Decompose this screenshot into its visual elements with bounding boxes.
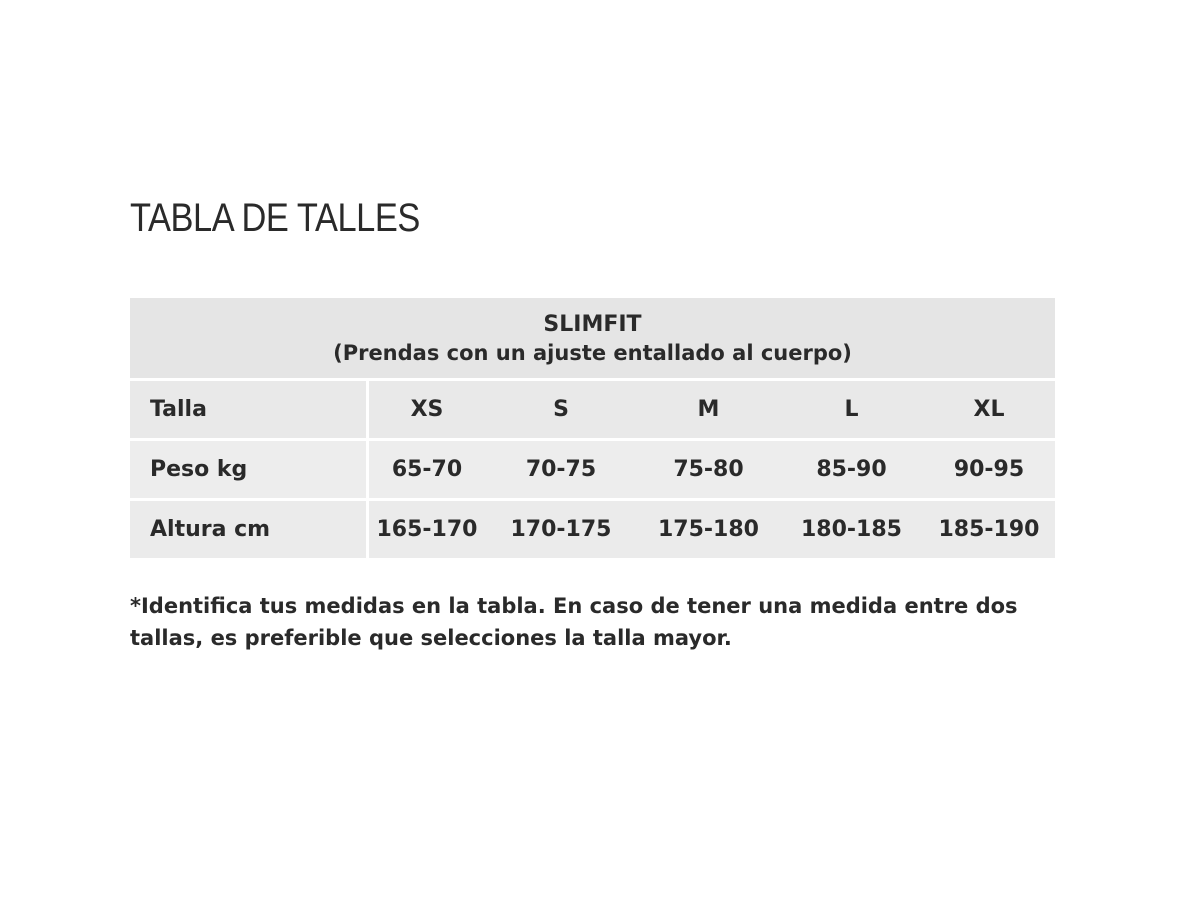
table-row-weight (130, 441, 1055, 498)
weight-cell: 65-70 (369, 441, 485, 498)
table-header (130, 298, 1055, 378)
height-cell: 170-175 (485, 501, 637, 558)
table-row-size (130, 381, 1055, 438)
page-title: TABLA DE TALLES (130, 196, 420, 240)
table-row-height (130, 501, 1055, 558)
size-cell: L (780, 381, 923, 438)
size-cell: S (485, 381, 637, 438)
weight-cell: 70-75 (485, 441, 637, 498)
footnote: *Identifica tus medidas en la tabla. En caso de tener una medida entre dos tallas, es preferible que selecciones la talla mayor. (130, 594, 1018, 650)
height-cell: 175-180 (637, 501, 780, 558)
weight-cell: 90-95 (923, 441, 1055, 498)
size-table (130, 298, 1055, 558)
row-label: Peso kg (130, 441, 366, 498)
height-cell: 180-185 (780, 501, 923, 558)
size-cell: XL (923, 381, 1055, 438)
fit-name: SLIMFIT (543, 312, 642, 337)
fit-description: (Prendas con un ajuste entallado al cuerpo) (333, 341, 852, 365)
row-label: Talla (130, 381, 366, 438)
weight-cell: 85-90 (780, 441, 923, 498)
row-label: Altura cm (130, 501, 366, 558)
weight-cell: 75-80 (637, 441, 780, 498)
height-cell: 185-190 (923, 501, 1055, 558)
height-cell: 165-170 (369, 501, 485, 558)
size-cell: M (637, 381, 780, 438)
size-cell: XS (369, 381, 485, 438)
